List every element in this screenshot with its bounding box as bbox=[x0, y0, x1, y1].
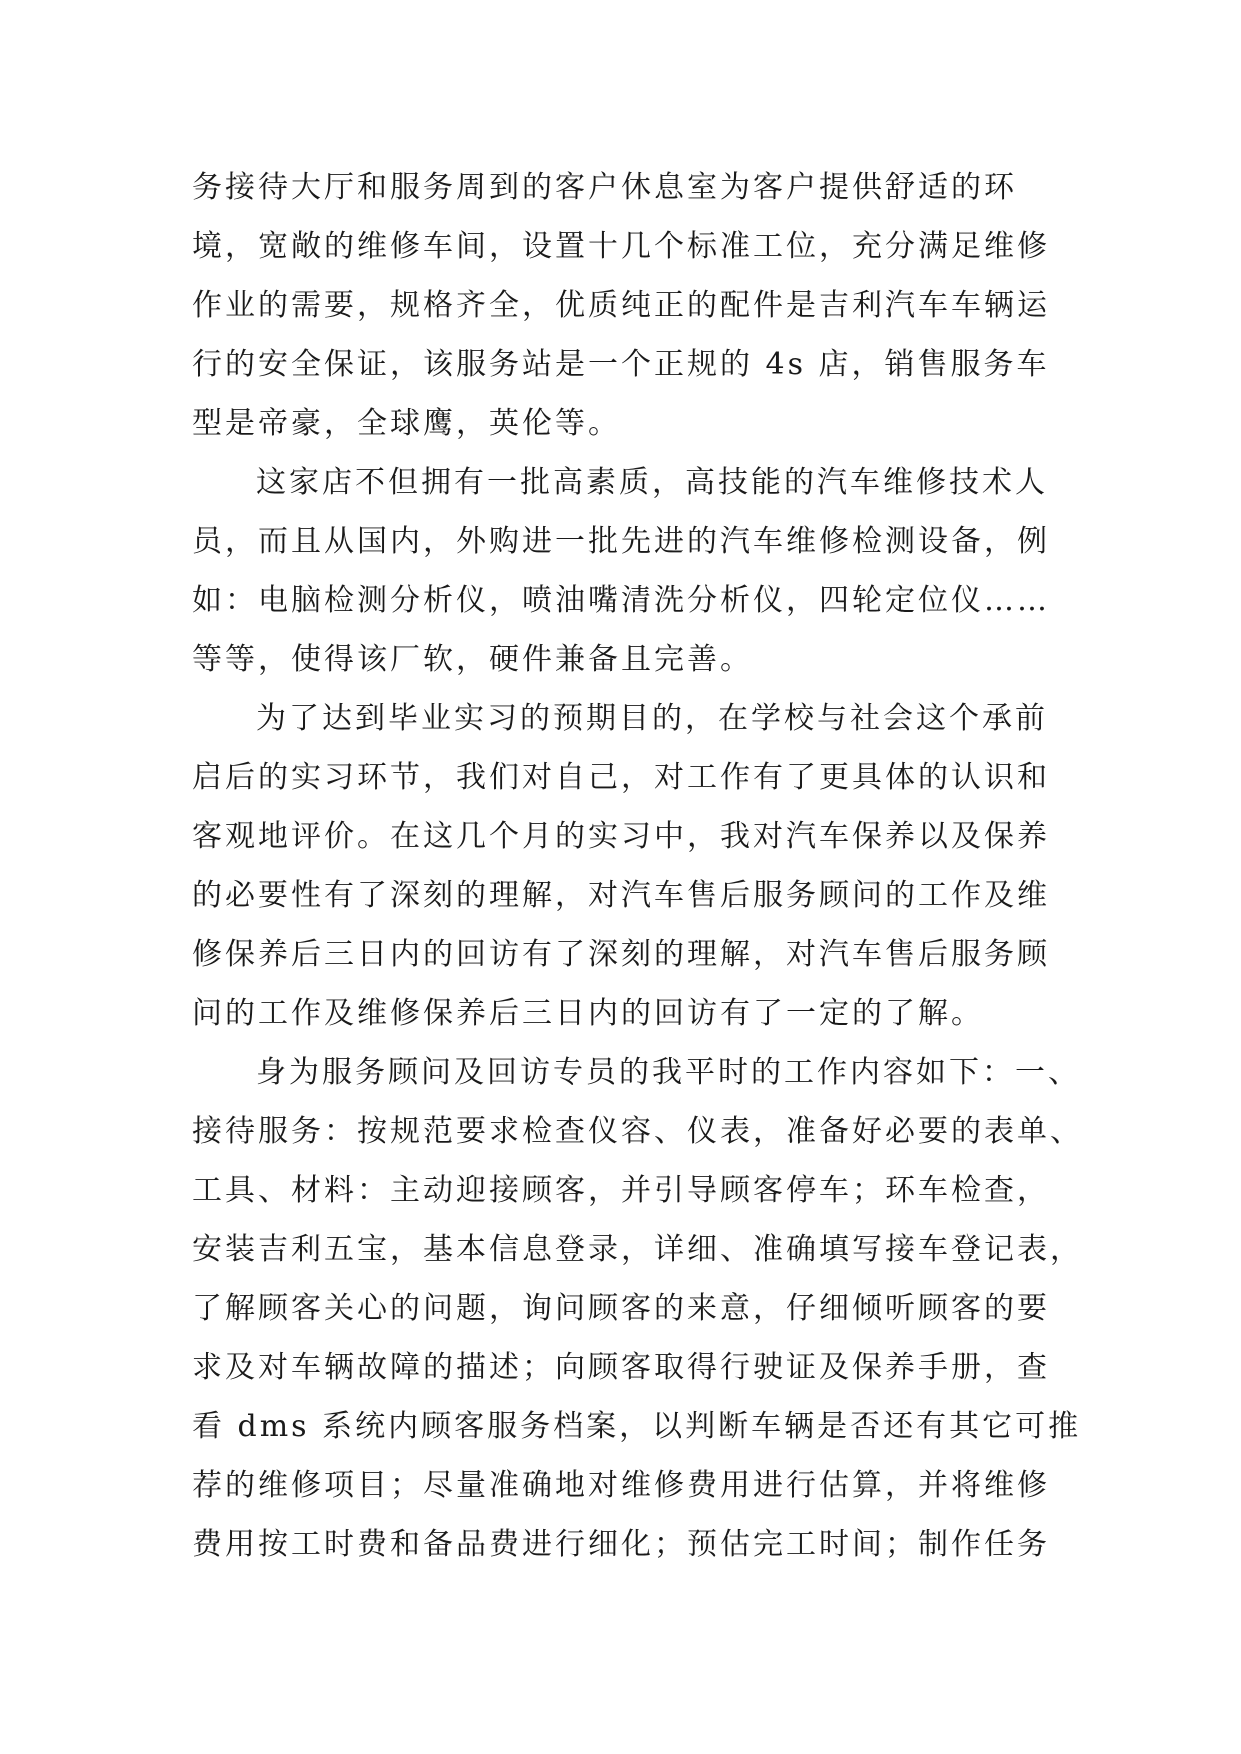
text-line: 务接待大厅和服务周到的客户休息室为客户提供舒适的环 bbox=[192, 170, 1017, 205]
text-line: 接待服务：按规范要求检查仪容、仪表，准备好必要的表单、 bbox=[192, 1114, 1083, 1149]
body-text bbox=[192, 158, 1083, 1574]
text-line: 启后的实习环节，我们对自己，对工作有了更具体的认识和 bbox=[192, 760, 1050, 795]
text-line: 了解顾客关心的问题，询问顾客的来意，仔细倾听顾客的要 bbox=[192, 1291, 1050, 1326]
text-line: 型是帝豪，全球鹰，英伦等。 bbox=[192, 406, 621, 441]
paragraph-first-line: 身为服务顾问及回访专员的我平时的工作内容如下：一、 bbox=[256, 1055, 1081, 1090]
paragraph-first-line: 为了达到毕业实习的预期目的，在学校与社会这个承前 bbox=[256, 701, 1048, 736]
text-line: 荐的维修项目；尽量准确地对维修费用进行估算，并将维修 bbox=[192, 1468, 1050, 1503]
paragraph-first-line: 这家店不但拥有一批高素质，高技能的汽车维修技术人 bbox=[256, 465, 1048, 500]
text-line: 工具、材料：主动迎接顾客，并引导顾客停车；环车检查， bbox=[192, 1173, 1050, 1208]
text-line: 看 dms 系统内顾客服务档案，以判断车辆是否还有其它可推 bbox=[192, 1409, 1082, 1444]
text-line: 作业的需要，规格齐全，优质纯正的配件是吉利汽车车辆运 bbox=[192, 288, 1050, 323]
text-line: 行的安全保证，该服务站是一个正规的 4s 店，销售服务车 bbox=[192, 347, 1050, 382]
text-line: 费用按工时费和备品费进行细化；预估完工时间；制作任务 bbox=[192, 1527, 1050, 1562]
text-line: 求及对车辆故障的描述；向顾客取得行驶证及保养手册，查 bbox=[192, 1350, 1050, 1385]
text-line: 如：电脑检测分析仪，喷油嘴清洗分析仪，四轮定位仪…… bbox=[192, 583, 1050, 618]
text-line: 安装吉利五宝，基本信息登录，详细、准确填写接车登记表， bbox=[192, 1232, 1083, 1267]
text-line: 的必要性有了深刻的理解，对汽车售后服务顾问的工作及维 bbox=[192, 878, 1050, 913]
text-line: 等等，使得该厂软，硬件兼备且完善。 bbox=[192, 642, 753, 677]
text-line: 问的工作及维修保养后三日内的回访有了一定的了解。 bbox=[192, 996, 984, 1031]
text-line: 员，而且从国内，外购进一批先进的汽车维修检测设备，例 bbox=[192, 524, 1050, 559]
text-line: 客观地评价。在这几个月的实习中，我对汽车保养以及保养 bbox=[192, 819, 1050, 854]
text-line: 境，宽敞的维修车间，设置十几个标准工位，充分满足维修 bbox=[192, 229, 1050, 264]
text-line: 修保养后三日内的回访有了深刻的理解，对汽车售后服务顾 bbox=[192, 937, 1050, 972]
